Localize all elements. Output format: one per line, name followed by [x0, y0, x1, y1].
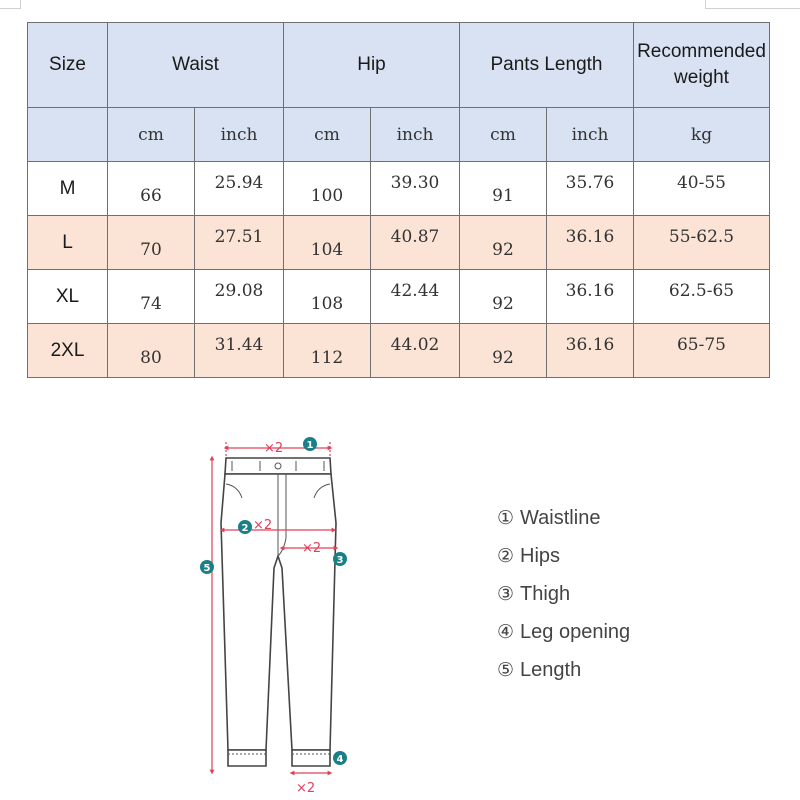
waist-cm-cell: 66	[108, 162, 195, 216]
header-pants-length: Pants Length	[460, 23, 634, 108]
size-cell: 2XL	[28, 324, 108, 378]
unit-blank	[28, 108, 108, 162]
svg-text:4: 4	[336, 754, 344, 765]
header-hip: Hip	[284, 23, 460, 108]
header-recommended-weight	[634, 23, 770, 108]
marker-1-icon	[303, 437, 317, 451]
size-chart-table	[27, 22, 770, 378]
table-row	[28, 324, 770, 378]
hip-cm-cell: 108	[284, 270, 371, 324]
hip-cm-cell: 112	[284, 324, 371, 378]
hip-inch-cell: 42.44	[371, 270, 460, 324]
hip-inch-cell: 44.02	[371, 324, 460, 378]
legend-num: ②	[497, 545, 515, 567]
table-row	[28, 270, 770, 324]
length-cm-cell: 91	[460, 162, 547, 216]
legend-item-thigh	[497, 579, 630, 617]
length-cm-cell: 92	[460, 270, 547, 324]
weight-cell: 40-55	[634, 162, 770, 216]
header-row	[28, 23, 770, 108]
unit-hip-cm: cm	[284, 108, 371, 162]
legend-label: Thigh	[520, 583, 571, 605]
table-row	[28, 162, 770, 216]
legend-num: ①	[497, 507, 515, 529]
unit-length-inch: inch	[547, 108, 634, 162]
length-inch-cell: 36.16	[547, 216, 634, 270]
length-inch-cell: 36.16	[547, 270, 634, 324]
legend-num: ④	[497, 621, 515, 643]
size-cell: L	[28, 216, 108, 270]
legend-item-waistline	[497, 503, 630, 541]
unit-waist-inch: inch	[195, 108, 284, 162]
marker-4-icon	[333, 751, 347, 765]
unit-length-cm: cm	[460, 108, 547, 162]
waist-inch-cell: 31.44	[195, 324, 284, 378]
legend-num: ③	[497, 583, 515, 605]
legend-item-length	[497, 655, 630, 693]
svg-text:1: 1	[306, 440, 314, 451]
header-waist: Waist	[108, 23, 284, 108]
unit-row	[28, 108, 770, 162]
waist-inch-cell: 29.08	[195, 270, 284, 324]
svg-text:3: 3	[336, 555, 344, 566]
legend-num: ⑤	[497, 659, 515, 681]
legend-label: Waistline	[520, 507, 601, 529]
multiplier-label-thigh: ×2	[302, 541, 322, 556]
legend-label: Leg opening	[520, 621, 631, 643]
corner-mark-left-v	[20, 0, 21, 9]
measurement-legend	[497, 503, 630, 693]
length-inch-cell: 36.16	[547, 324, 634, 378]
weight-cell: 65-75	[634, 324, 770, 378]
waist-cm-cell: 80	[108, 324, 195, 378]
table-row	[28, 216, 770, 270]
length-inch-cell: 35.76	[547, 162, 634, 216]
svg-text:2: 2	[241, 523, 249, 534]
legend-item-leg-opening	[497, 617, 630, 655]
waist-inch-cell: 25.94	[195, 162, 284, 216]
weight-cell: 55-62.5	[634, 216, 770, 270]
header-weight-line2: weight	[674, 67, 729, 88]
header-weight-line1: Recommended	[637, 41, 766, 62]
hip-inch-cell: 40.87	[371, 216, 460, 270]
corner-mark-right	[705, 8, 800, 9]
legend-item-hips	[497, 541, 630, 579]
legend-label: Hips	[520, 545, 561, 567]
legend-label: Length	[520, 659, 582, 681]
multiplier-label-leg: ×2	[296, 781, 316, 796]
size-cell: M	[28, 162, 108, 216]
header-size: Size	[28, 23, 108, 108]
multiplier-label-waist: ×2	[264, 441, 284, 456]
waist-cm-cell: 70	[108, 216, 195, 270]
hip-cm-cell: 100	[284, 162, 371, 216]
marker-3-icon	[333, 552, 347, 566]
hip-inch-cell: 39.30	[371, 162, 460, 216]
weight-cell: 62.5-65	[634, 270, 770, 324]
marker-5-icon	[200, 560, 214, 574]
corner-mark-right-v	[705, 0, 706, 9]
multiplier-label-hips: ×2	[253, 518, 273, 533]
corner-mark-left	[0, 8, 20, 9]
svg-text:5: 5	[203, 563, 211, 574]
hip-cm-cell: 104	[284, 216, 371, 270]
unit-waist-cm: cm	[108, 108, 195, 162]
waist-inch-cell: 27.51	[195, 216, 284, 270]
marker-2-icon	[238, 520, 252, 534]
length-cm-cell: 92	[460, 216, 547, 270]
pants-measurement-diagram	[190, 428, 360, 798]
unit-hip-inch: inch	[371, 108, 460, 162]
size-cell: XL	[28, 270, 108, 324]
unit-weight-kg: kg	[634, 108, 770, 162]
length-cm-cell: 92	[460, 324, 547, 378]
waist-cm-cell: 74	[108, 270, 195, 324]
